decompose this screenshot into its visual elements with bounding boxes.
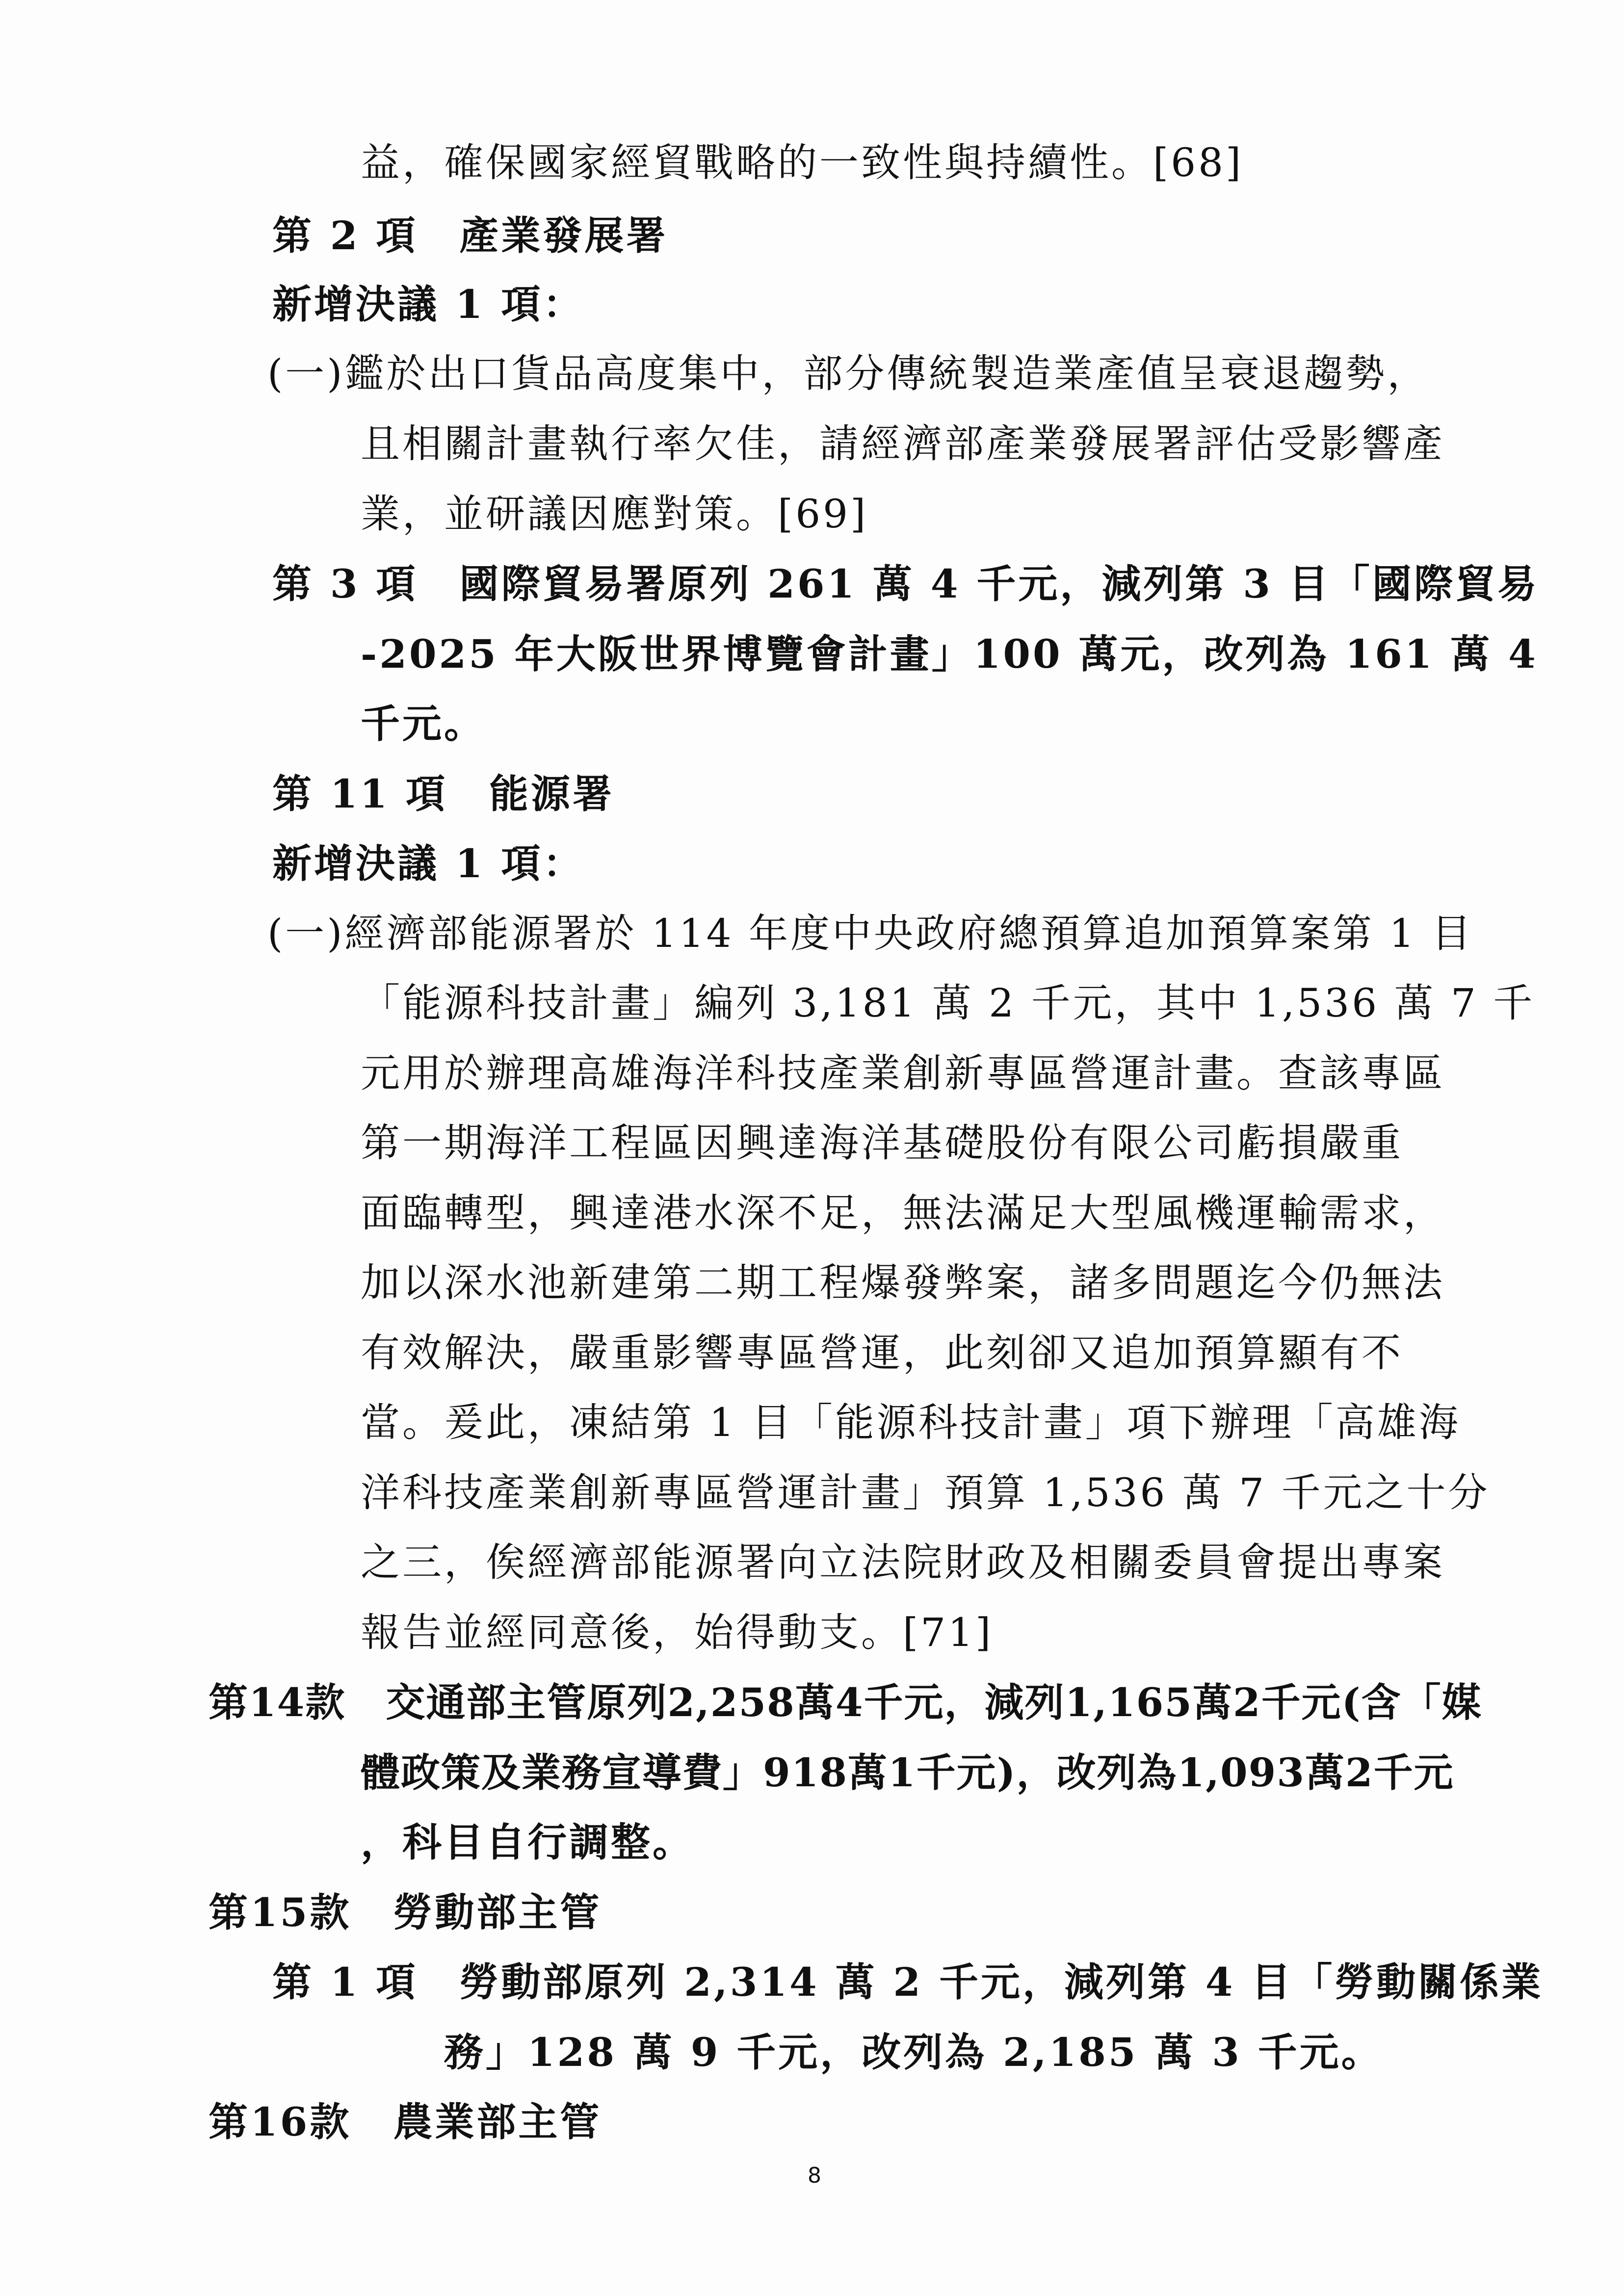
section-heading-cont: ，科目自行調整。 xyxy=(361,1819,694,1865)
section-heading: 第16款 農業部主管 xyxy=(209,2099,602,2145)
resolution-heading: 新增決議 1 項： xyxy=(272,281,585,327)
text-line: (一)經濟部能源署於 114 年度中央政府總預算追加預算案第 1 目 xyxy=(267,911,1473,956)
section-heading-cont: 體政策及業務宣導費」918萬1千元)，改列為1,093萬2千元 xyxy=(361,1749,1454,1796)
text-line: 洋科技產業創新專區營運計畫」預算 1,536 萬 7 千元之十分 xyxy=(361,1470,1490,1515)
text-line: 且相關計畫執行率欠佳，請經濟部產業發展署評估受影響產 xyxy=(361,421,1445,467)
text-line: 「能源科技計畫」編列 3,181 萬 2 千元，其中 1,536 萬 7 千 xyxy=(361,980,1535,1026)
text-line: 報告並經同意後，始得動支。[71] xyxy=(361,1610,994,1655)
text-line: 益，確保國家經貿戰略的一致性與持續性。[68] xyxy=(361,140,1244,185)
text-line: 有效解決，嚴重影響專區營運，此刻卻又追加預算顯有不 xyxy=(361,1330,1403,1376)
page-number: 8 xyxy=(808,2163,821,2188)
item-heading: 第 2 項 產業發展署 xyxy=(272,212,668,259)
item-heading: 第 1 項 勞動部原列 2,314 萬 2 千元，減列第 4 目「勞動關係業 xyxy=(272,1959,1544,2005)
item-heading-cont: -2025 年大阪世界博覽會計畫」100 萬元，改列為 161 萬 4 xyxy=(361,631,1538,677)
text-line: (一)鑑於出口貨品高度集中，部分傳統製造業產值呈衰退趨勢， xyxy=(267,351,1429,396)
text-line: 之三，俟經濟部能源署向立法院財政及相關委員會提出專案 xyxy=(361,1539,1445,1585)
item-heading: 第 11 項 能源署 xyxy=(272,771,615,817)
item-heading-cont: 務」128 萬 9 千元，改列為 2,185 萬 3 千元。 xyxy=(444,2029,1383,2075)
text-line: 加以深水池新建第二期工程爆發弊案，諸多問題迄今仍無法 xyxy=(361,1260,1445,1305)
text-line: 面臨轉型，興達港水深不足，無法滿足大型風機運輸需求， xyxy=(361,1190,1445,1236)
text-line: 元用於辦理高雄海洋科技產業創新專區營運計畫。查該專區 xyxy=(361,1050,1445,1096)
text-line: 第一期海洋工程區因興達海洋基礎股份有限公司虧損嚴重 xyxy=(361,1120,1403,1166)
text-line: 當。爰此，凍結第 1 目「能源科技計畫」項下辦理「高雄海 xyxy=(361,1400,1461,1445)
item-heading: 第 3 項 國際貿易署原列 261 萬 4 千元，減列第 3 目「國際貿易 xyxy=(272,561,1539,607)
text-line: 業，並研議因應對策。[69] xyxy=(361,491,868,537)
section-heading: 第15款 勞動部主管 xyxy=(209,1889,602,1935)
resolution-heading: 新增決議 1 項： xyxy=(272,840,585,887)
item-heading-cont: 千元。 xyxy=(361,701,486,747)
section-heading: 第14款 交通部主管原列2,258萬4千元，減列1,165萬2千元(含「媒 xyxy=(209,1679,1482,1725)
